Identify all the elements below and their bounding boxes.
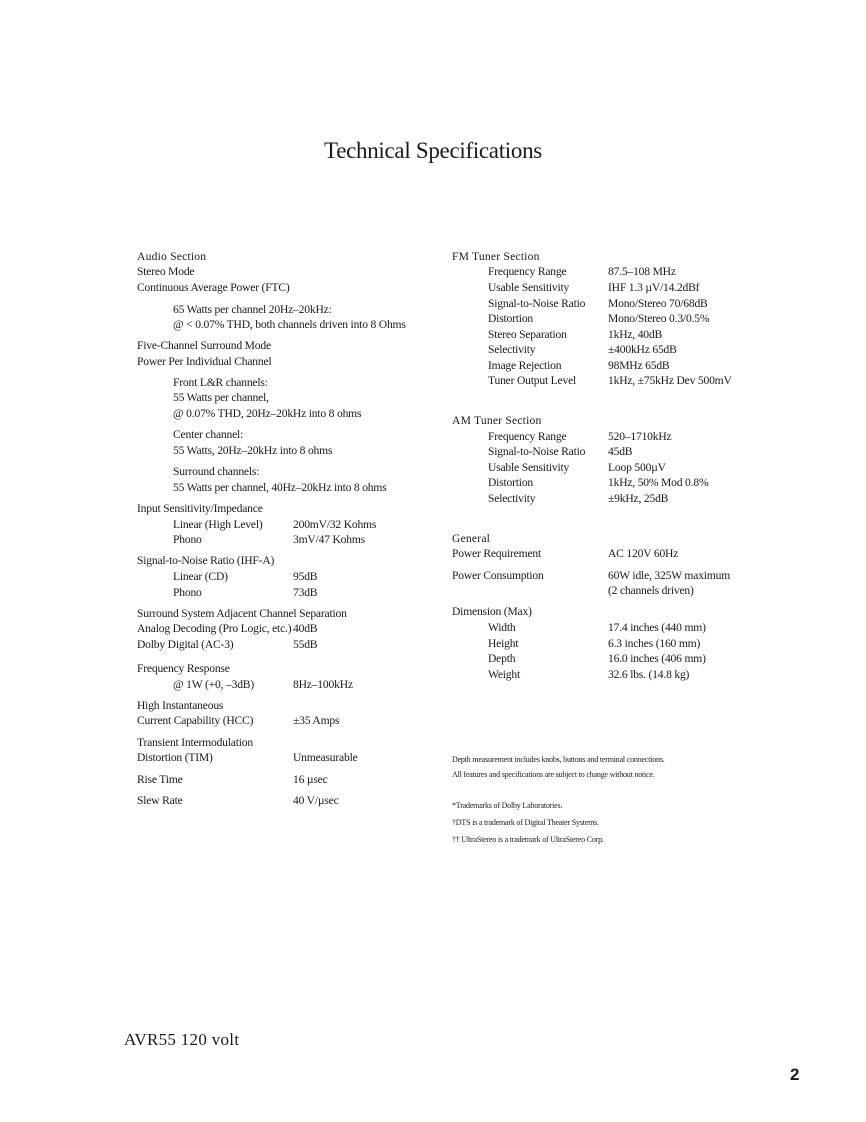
front-channels-line2: @ 0.07% THD, 20Hz–20kHz into 8 ohms: [173, 407, 362, 420]
ultrastereo-trademark-note: †† UltraStereo is a trademark of UltraStereo Corp.: [452, 835, 604, 844]
dimension-label: Dimension (Max): [452, 605, 532, 618]
stereo-mode-label: Stereo Mode: [137, 265, 195, 278]
channel-separation-label: Surround System Adjacent Channel Separation: [137, 607, 347, 620]
dimension-row-label: Weight: [488, 668, 520, 681]
dts-trademark-note: †DTS is a trademark of Digital Theater Systems.: [452, 818, 599, 827]
surround-channels-label: Surround channels:: [173, 465, 260, 478]
input-sensitivity-label: Input Sensitivity/Impedance: [137, 502, 263, 515]
am-row-label: Selectivity: [488, 492, 536, 505]
phono-snr-value: 73dB: [293, 586, 318, 599]
front-channels-line1: 55 Watts per channel,: [173, 391, 269, 404]
am-row-value: 1kHz, 50% Mod 0.8%: [608, 476, 709, 489]
continuous-power-label: Continuous Average Power (FTC): [137, 281, 290, 294]
fm-row-value: 1kHz, 40dB: [608, 328, 663, 341]
am-row-label: Frequency Range: [488, 430, 567, 443]
hcc-label-line2: Current Capability (HCC): [137, 714, 254, 727]
linear-cd-value: 95dB: [293, 570, 318, 583]
front-channels-label: Front L&R channels:: [173, 376, 268, 389]
fm-row-label: Image Rejection: [488, 359, 562, 372]
analog-decoding-label: Analog Decoding (Pro Logic, etc.): [137, 622, 292, 635]
linear-cd-label: Linear (CD): [173, 570, 228, 583]
fm-row-label: Usable Sensitivity: [488, 281, 570, 294]
am-section-heading: AM Tuner Section: [452, 414, 542, 427]
page-title: Technical Specifications: [324, 138, 542, 163]
analog-decoding-value: 40dB: [293, 622, 318, 635]
surround-channels-line1: 55 Watts per channel, 40Hz–20kHz into 8 ohms: [173, 481, 387, 494]
fm-row-label: Frequency Range: [488, 265, 567, 278]
dolby-digital-value: 55dB: [293, 638, 318, 651]
power-consumption-value1: 60W idle, 325W maximum: [608, 569, 731, 582]
power-consumption-value2: (2 channels driven): [608, 584, 694, 597]
dimension-row-value: 6.3 inches (160 mm): [608, 637, 701, 650]
depth-note: Depth measurement includes knobs, buttons and terminal connections.: [452, 755, 665, 764]
frequency-response-condition: @ 1W (+0, –3dB): [173, 678, 254, 691]
dolby-trademark-note: *Trademarks of Dolby Laboratories.: [452, 801, 563, 810]
general-section-heading: General: [452, 532, 491, 545]
dimension-row-value: 17.4 inches (440 mm): [608, 621, 706, 634]
fm-section-heading: FM Tuner Section: [452, 250, 540, 263]
slew-rate-value: 40 V/µsec: [293, 794, 339, 807]
phono-sensitivity-value: 3mV/47 Kohms: [293, 533, 365, 546]
dimension-row-value: 32.6 lbs. (14.8 kg): [608, 668, 690, 681]
center-channel-label: Center channel:: [173, 428, 244, 441]
fm-row-label: Signal-to-Noise Ratio: [488, 297, 586, 310]
linear-high-value: 200mV/32 Kohms: [293, 518, 377, 531]
fm-row-value: Mono/Stereo 70/68dB: [608, 297, 708, 310]
dimension-row-label: Height: [488, 637, 519, 650]
power-per-channel-label: Power Per Individual Channel: [137, 355, 272, 368]
continuous-power-line1: 65 Watts per channel 20Hz–20kHz:: [173, 303, 332, 316]
tim-label-line2: Distortion (TIM): [137, 751, 213, 764]
am-row-value: 45dB: [608, 445, 633, 458]
hcc-value: ±35 Amps: [293, 714, 340, 727]
am-row-value: 520–1710kHz: [608, 430, 672, 443]
continuous-power-line2: @ < 0.07% THD, both channels driven into 8 Ohms: [173, 318, 406, 331]
fm-row-label: Tuner Output Level: [488, 374, 577, 387]
linear-high-label: Linear (High Level): [173, 518, 263, 531]
frequency-response-label: Frequency Response: [137, 662, 230, 675]
fm-row-value: 98MHz 65dB: [608, 359, 670, 372]
rise-time-value: 16 µsec: [293, 773, 328, 786]
fm-row-label: Selectivity: [488, 343, 536, 356]
hcc-label-line1: High Instantaneous: [137, 699, 224, 712]
subject-to-change-note: All features and specifications are subject to change without notice.: [452, 770, 655, 779]
fm-row-value: ±400kHz 65dB: [608, 343, 677, 356]
fm-row-value: 87.5–108 MHz: [608, 265, 676, 278]
page-number: 2: [790, 1065, 800, 1084]
am-row-label: Distortion: [488, 476, 534, 489]
model-footer: AVR55 120 volt: [124, 1030, 240, 1049]
center-channel-line1: 55 Watts, 20Hz–20kHz into 8 ohms: [173, 444, 333, 457]
phono-sensitivity-label: Phono: [173, 533, 202, 546]
dimension-row-label: Depth: [488, 652, 516, 665]
rise-time-label: Rise Time: [137, 773, 183, 786]
dimension-row-value: 16.0 inches (406 mm): [608, 652, 706, 665]
fm-row-label: Distortion: [488, 312, 534, 325]
power-consumption-label: Power Consumption: [452, 569, 544, 582]
frequency-response-value: 8Hz–100kHz: [293, 678, 353, 691]
fm-row-value: 1kHz, ±75kHz Dev 500mV: [608, 374, 732, 387]
power-requirement-value: AC 120V 60Hz: [608, 547, 679, 560]
slew-rate-label: Slew Rate: [137, 794, 183, 807]
am-row-value: Loop 500µV: [608, 461, 666, 474]
snr-label: Signal-to-Noise Ratio (IHF-A): [137, 554, 275, 567]
five-channel-label: Five-Channel Surround Mode: [137, 339, 271, 352]
am-row-label: Usable Sensitivity: [488, 461, 570, 474]
fm-row-value: IHF 1.3 µV/14.2dBf: [608, 281, 700, 294]
am-row-label: Signal-to-Noise Ratio: [488, 445, 586, 458]
fm-row-label: Stereo Separation: [488, 328, 567, 341]
fm-row-value: Mono/Stereo 0.3/0.5%: [608, 312, 710, 325]
dimension-row-label: Width: [488, 621, 516, 634]
tim-label-line1: Transient Intermodulation: [137, 736, 253, 749]
power-requirement-label: Power Requirement: [452, 547, 542, 560]
tim-value: Unmeasurable: [293, 751, 358, 764]
dolby-digital-label: Dolby Digital (AC-3): [137, 638, 234, 651]
audio-section-heading: Audio Section: [137, 250, 207, 263]
am-row-value: ±9kHz, 25dB: [608, 492, 669, 505]
phono-snr-label: Phono: [173, 586, 202, 599]
